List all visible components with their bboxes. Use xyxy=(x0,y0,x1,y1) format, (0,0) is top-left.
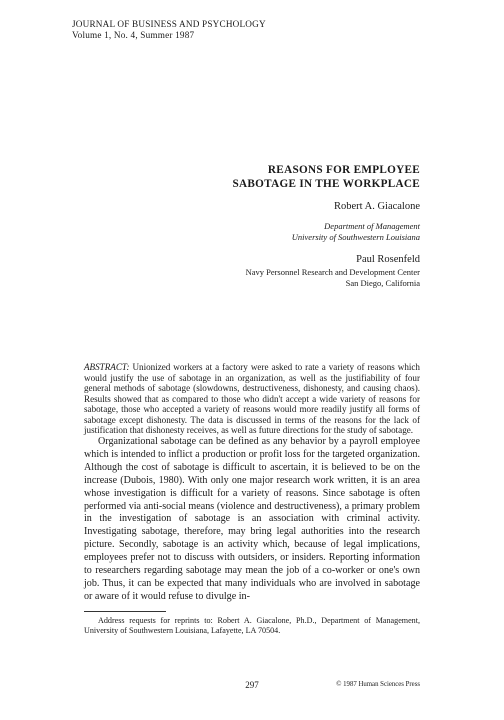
affiliation-2-line-2: San Diego, California xyxy=(345,278,420,288)
title-line-1: REASONS FOR EMPLOYEE xyxy=(267,164,420,176)
abstract xyxy=(84,362,420,436)
affiliation-1 xyxy=(292,221,420,243)
article-title xyxy=(233,163,420,191)
page-number: 297 xyxy=(245,680,259,690)
author-2: Paul Rosenfeld xyxy=(356,254,420,265)
copyright: © 1987 Human Sciences Press xyxy=(336,681,420,688)
journal-name: JOURNAL OF BUSINESS AND PSYCHOLOGY xyxy=(72,19,266,29)
affiliation-2 xyxy=(246,267,420,289)
affiliation-2-line-1: Navy Personnel Research and Development Center xyxy=(245,267,420,277)
title-line-2: SABOTAGE IN THE WORKPLACE xyxy=(232,178,420,190)
journal-volume: Volume 1, No. 4, Summer 1987 xyxy=(72,30,195,40)
abstract-label: ABSTRACT: xyxy=(84,362,130,372)
body-text xyxy=(84,436,420,604)
journal-header xyxy=(72,19,266,41)
affiliation-1-line-1: Department of Management xyxy=(324,221,420,231)
abstract-text: Unionized workers at a factory were asked to rate a variety of reasons which would justify the use of sabotage in an organization, as well as the justifiability of four general methods of sabotage (slowdowns, destructiveness, dishonesty, and causing chaos). Results showed that as compared to those who didn't accept a wide variety of reasons for sabotage, those who accepted a variety of reasons would more readily justify all forms of sabotage except dishonesty. The data is discussed in terms of the reasons for the lack of justification that dishonesty receives, as well as future directions for the study of sabotage. xyxy=(84,362,420,435)
affiliation-1-line-2: University of Southwestern Louisiana xyxy=(291,232,420,242)
author-1: Robert A. Giacalone xyxy=(333,201,420,212)
footnote: Address requests for reprints to: Robert A. Giacalone, Ph.D., Department of Management, University of Southwestern Louisiana, Lafayette, LA 70504. xyxy=(84,616,420,635)
body-paragraph: Organizational sabotage can be defined as any behavior by a payroll employee which is intended to inflict a production or profit loss for the targeted organization. Although the cost of sabotage is difficult to ascertain, it is believed to be on the increase (Dubois, 1980). With only one major research work written, it is an area whose investigation is difficult for a variety of reasons. Since sabotage is often performed via anti-social means (violence and destructiveness), a primary problem in the investigation of sabotage is an association with criminal activity. Investigating sabotage, therefore, may bring legal authorities into the research picture. Secondly, sabotage is an activity which, because of legal implications, employees prefer not to discuss with outsiders, or insiders. Reporting information to researchers regarding sabotage may mean the job of a co-worker or one's own job. Thus, it can be expected that many individuals who are involved in sabotage or aware of it would refuse to divulge in- xyxy=(84,436,420,602)
footnote-rule xyxy=(84,611,166,612)
